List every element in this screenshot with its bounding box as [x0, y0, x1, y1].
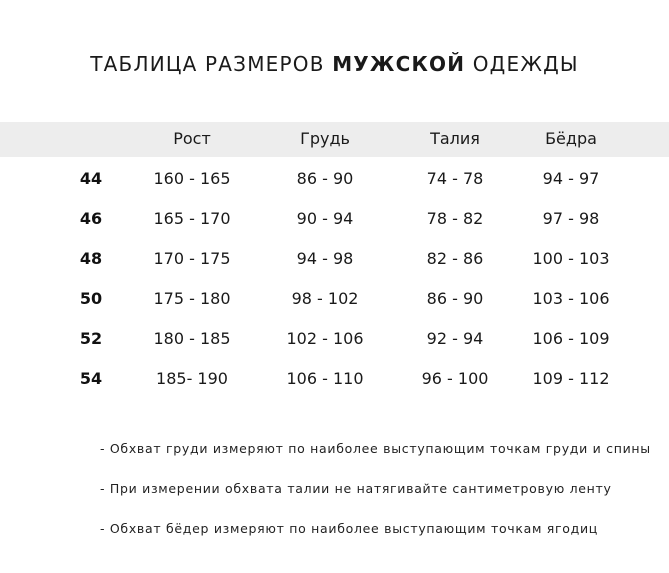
waist-value: 74 - 78: [426, 169, 484, 188]
hips-value: 103 - 106: [532, 289, 610, 308]
header-height: Рост: [173, 129, 211, 148]
waist-value: 78 - 82: [426, 209, 484, 228]
height-value: 180 - 185: [153, 329, 231, 348]
title-part-1: ТАБЛИЦА РАЗМЕРОВ: [90, 52, 333, 76]
header-chest: Грудь: [300, 129, 350, 148]
chest-value: 86 - 90: [296, 169, 354, 188]
height-value: 185- 190: [156, 369, 228, 388]
hips-value: 97 - 98: [542, 209, 600, 228]
size-label: 44: [79, 169, 103, 188]
note-chest: - Обхват груди измеряют по наиболее выступающим точкам груди и спины: [100, 441, 651, 456]
size-label: 50: [79, 289, 103, 308]
hips-value: 100 - 103: [532, 249, 610, 268]
height-value: 175 - 180: [153, 289, 231, 308]
size-label: 52: [79, 329, 103, 348]
chest-value: 94 - 98: [296, 249, 354, 268]
title-part-2: ОДЕЖДЫ: [465, 52, 579, 76]
size-label: 46: [79, 209, 103, 228]
chest-value: 90 - 94: [296, 209, 354, 228]
hips-value: 106 - 109: [532, 329, 610, 348]
waist-value: 96 - 100: [421, 369, 489, 388]
hips-value: 109 - 112: [532, 369, 610, 388]
hips-value: 94 - 97: [542, 169, 600, 188]
chest-value: 106 - 110: [286, 369, 364, 388]
note-hips: - Обхват бёдер измеряют по наиболее выступающим точкам ягодиц: [100, 521, 599, 536]
header-waist: Талия: [430, 129, 480, 148]
page-title: [0, 52, 669, 76]
waist-value: 92 - 94: [426, 329, 484, 348]
height-value: 170 - 175: [153, 249, 231, 268]
waist-value: 86 - 90: [426, 289, 484, 308]
size-label: 54: [79, 369, 103, 388]
size-label: 48: [79, 249, 103, 268]
height-value: 165 - 170: [153, 209, 231, 228]
header-hips: Бёдра: [545, 129, 597, 148]
title-bold: МУЖСКОЙ: [332, 52, 466, 76]
chest-value: 102 - 106: [286, 329, 364, 348]
note-waist: - При измерении обхвата талии не натягивайте сантиметровую ленту: [100, 481, 612, 496]
chest-value: 98 - 102: [291, 289, 359, 308]
waist-value: 82 - 86: [426, 249, 484, 268]
height-value: 160 - 165: [153, 169, 231, 188]
